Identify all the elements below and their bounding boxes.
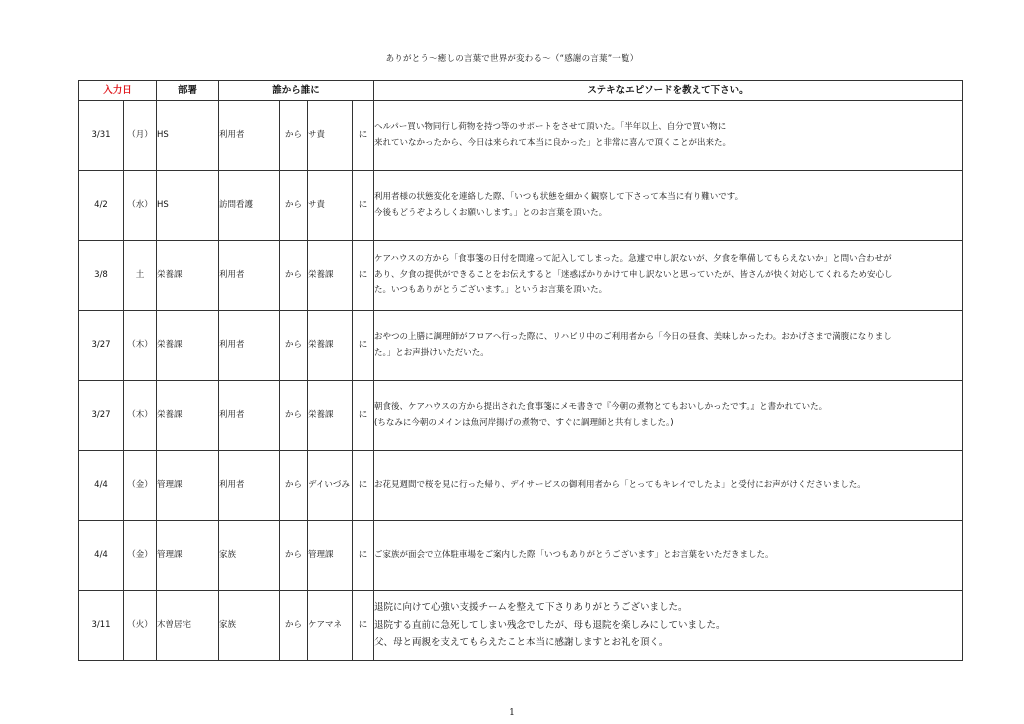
- episode-line: 退院に向けて心強い支援チームを整えて下さりありがとうございました。: [374, 602, 688, 614]
- to-person-cell: 栄養課: [308, 381, 353, 451]
- from-person-cell: 家族: [219, 591, 280, 661]
- entry-date-cell: 3/27: [79, 381, 124, 451]
- department-cell: 木曽居宅: [157, 591, 219, 661]
- to-person-cell: 管理課: [308, 521, 353, 591]
- department-cell: 栄養課: [157, 311, 219, 381]
- department-cell: 管理課: [157, 451, 219, 521]
- episode-line: 来れていなかったから、今日は来られて本当に良かった」と非常に喜んで頂くことが出来た。: [374, 137, 732, 148]
- header-date: 入力日: [79, 81, 157, 101]
- to-person-cell: 栄養課: [308, 241, 353, 311]
- episode-line: ケアハウスの方から「食事箋の日付を間違って記入してしまった。急遽で申し訳ないが、夕食を準備してもらえないか」と問い合わせが: [374, 253, 892, 264]
- day-of-week-cell: （水）: [124, 171, 157, 241]
- episode-line: (ちなみに今朝のメインは魚河岸揚げの煮物で、すぐに調理師と共有しました。): [374, 417, 674, 428]
- table-row: [79, 101, 963, 171]
- department-cell: HS: [157, 101, 219, 171]
- to-particle-cell: に: [353, 451, 374, 521]
- from-particle-cell: から: [280, 311, 308, 381]
- from-person-cell: 利用者: [219, 311, 280, 381]
- header-episode: ステキなエピソードを教えて下さい。: [374, 81, 963, 101]
- to-person-cell: 栄養課: [308, 311, 353, 381]
- header-dept: 部署: [157, 81, 219, 101]
- from-particle-cell: から: [280, 591, 308, 661]
- episode-line: お花見週間で桜を見に行った帰り、デイサービスの御利用者から「とってもキレイでしたよ」と受付にお声がけくださいました。: [374, 479, 866, 490]
- entry-date-cell: 3/11: [79, 591, 124, 661]
- to-person-cell: ケアマネ: [308, 591, 353, 661]
- to-particle-cell: に: [353, 171, 374, 241]
- department-cell: HS: [157, 171, 219, 241]
- episode-line: 退院する直前に急死してしまい残念でしたが、母も退院を楽しみにしていました。: [374, 619, 726, 631]
- document-title: ありがとう～癒しの言葉で世界が変わる～（“感謝の言葉”一覧）: [385, 54, 639, 64]
- entry-date-cell: 3/31: [79, 101, 124, 171]
- to-person-cell: デイいづみ: [308, 451, 353, 521]
- episode-line: 父、母と両親を支えてもらえたこと本当に感謝しますとお礼を頂く。: [374, 637, 669, 649]
- from-particle-cell: から: [280, 381, 308, 451]
- episode-cell: [374, 591, 963, 661]
- from-particle-cell: から: [280, 451, 308, 521]
- header-from-to: 誰から誰に: [219, 81, 374, 101]
- to-particle-cell: に: [353, 311, 374, 381]
- day-of-week-cell: （金）: [124, 521, 157, 591]
- from-person-cell: 利用者: [219, 451, 280, 521]
- from-person-cell: 利用者: [219, 101, 280, 171]
- day-of-week-cell: （木）: [124, 381, 157, 451]
- entry-date-cell: 4/4: [79, 521, 124, 591]
- episode-cell: [374, 171, 963, 241]
- from-particle-cell: から: [280, 101, 308, 171]
- from-person-cell: 利用者: [219, 241, 280, 311]
- episode-line: た。」とお声掛けいただいた。: [374, 347, 489, 358]
- day-of-week-cell: （月）: [124, 101, 157, 171]
- episode-cell: [374, 311, 963, 381]
- to-particle-cell: に: [353, 381, 374, 451]
- to-person-cell: サ責: [308, 101, 353, 171]
- table-row: [79, 451, 963, 521]
- from-person-cell: 利用者: [219, 381, 280, 451]
- department-cell: 栄養課: [157, 241, 219, 311]
- table-row: [79, 241, 963, 311]
- episode-line: 朝食後、ケアハウスの方から提出された食事箋にメモ書きで『今朝の煮物とてもおいしかったです。』と書かれていた。: [374, 401, 828, 412]
- episode-line: た。いつもありがとうございます。」というお言葉を頂いた。: [374, 285, 608, 296]
- episode-line: ヘルパー買い物同行し荷物を持つ等のサポートをさせて頂いた。「半年以上、自分で買い物に: [374, 121, 727, 132]
- episode-line: あり、夕食の提供ができることをお伝えすると「迷惑ばかりかけて申し訳ないと思っていたが、皆さんが快く対応してくれるため安心し: [374, 269, 893, 280]
- episode-line: 今後もどうぞよろしくお願いします。」とのお言葉を頂いた。: [374, 207, 608, 218]
- day-of-week-cell: （木）: [124, 311, 157, 381]
- department-cell: 管理課: [157, 521, 219, 591]
- episode-cell: [374, 451, 963, 521]
- to-particle-cell: に: [353, 591, 374, 661]
- episode-line: 利用者様の状態変化を連絡した際、「いつも状態を細かく観察して下さって本当に有り難いです。: [374, 191, 744, 202]
- episode-cell: [374, 241, 963, 311]
- table-row: [79, 171, 963, 241]
- day-of-week-cell: （金）: [124, 451, 157, 521]
- entry-date-cell: 4/4: [79, 451, 124, 521]
- entry-date-cell: 4/2: [79, 171, 124, 241]
- gratitude-table: [78, 80, 963, 661]
- episode-cell: [374, 101, 963, 171]
- from-person-cell: 訪問看護: [219, 171, 280, 241]
- to-particle-cell: に: [353, 521, 374, 591]
- entry-date-cell: 3/8: [79, 241, 124, 311]
- from-person-cell: 家族: [219, 521, 280, 591]
- table-row: [79, 311, 963, 381]
- to-particle-cell: に: [353, 101, 374, 171]
- table-row: [79, 521, 963, 591]
- day-of-week-cell: 土: [124, 241, 157, 311]
- department-cell: 栄養課: [157, 381, 219, 451]
- entry-date-cell: 3/27: [79, 311, 124, 381]
- page-number: 1: [509, 708, 515, 718]
- from-particle-cell: から: [280, 521, 308, 591]
- episode-cell: [374, 521, 963, 591]
- header-row: [79, 81, 963, 101]
- day-of-week-cell: （火）: [124, 591, 157, 661]
- episode-line: おやつの上膳に調理師がフロアへ行った際に、リハビリ中のご利用者から「今日の昼食、美味しかったわ。おかげさまで満腹になりまし: [374, 331, 892, 342]
- table-row: [79, 591, 963, 661]
- episode-cell: [374, 381, 963, 451]
- table-row: [79, 381, 963, 451]
- to-person-cell: サ責: [308, 171, 353, 241]
- to-particle-cell: に: [353, 241, 374, 311]
- from-particle-cell: から: [280, 171, 308, 241]
- episode-line: ご家族が面会で立体駐車場をご案内した際「いつもありがとうございます」とお言葉をいただきました。: [374, 549, 774, 560]
- from-particle-cell: から: [280, 241, 308, 311]
